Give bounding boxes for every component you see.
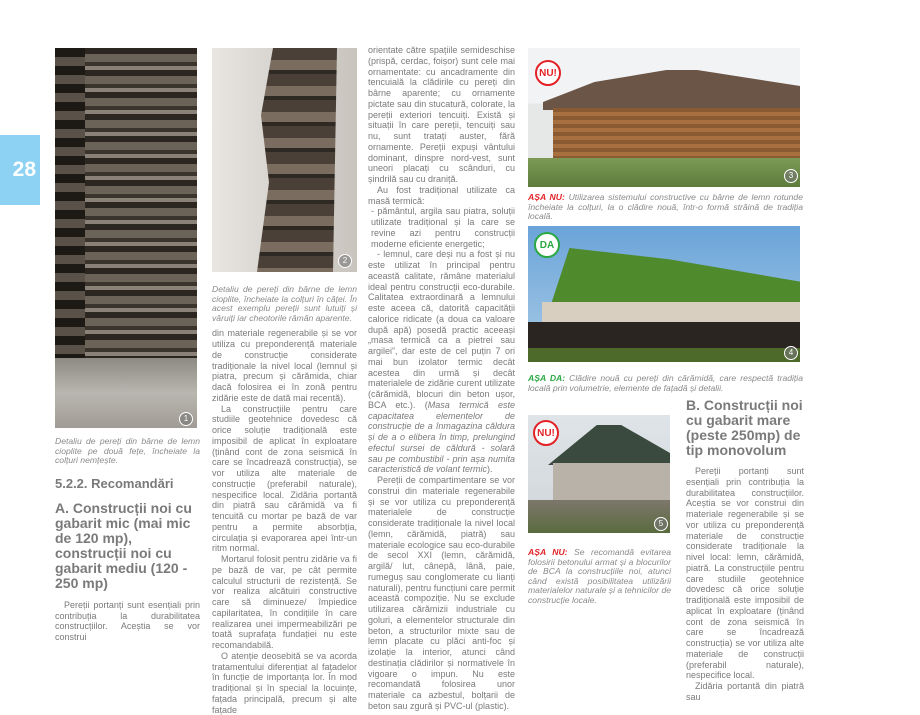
text: ). [487, 464, 493, 475]
text: - lemnul, care deși nu a fost și nu este utilizat în principal pentru această calitate, rămâne materialul ideal pentru construcții eco-durabile. Calitatea extraordinară a lemnului este aceea că, datorită capacității calorice ridicate (a doua ca valoare după apă) posedă practic aceeași „masa termică ca a pietrei sau argilei”, dar este de cel puțin 7 ori mai bun izolator termic decât acestea din urmă și decât materialele de zidărie curent utilizate (cărămidă, blocuri din beton ușor, BCA etc.). ( [368, 249, 515, 410]
col3-text [368, 45, 515, 712]
caption-photo-2: Detaliu de pereți din bârne de lemn cioplite, încheiate la colțuri în căței. În acest exemplu pereții sunt lutuiți și văruiți iar cheotorile rămân aparente. [212, 284, 357, 323]
caption-text: Clădire nouă cu pereți din cărămidă, care respectă tradiția locală prin volumetrie, elemente de fațadă și detalii. [528, 373, 803, 393]
paragraph: Pereții de compartimentare se vor construi din materiale regenerabile și se vor utiliza cu preponderență materialele de construcție considerate tradiționale la nivel local (lemn, cărămidă, piatră) sau materiale ecologice sau eco-durabile de secol XXI (lemn, cărămidă, argilă/ lut, cânepă, lână, paie, rumeguș sau conglomerate cu lianți naturali), pentru funcțiuni care permit această compoziție. Nu se exclude utilizarea cărămizii industriale cu goluri, a elementelor structurale din beton, a structurilor mixte sau de lemn placate cu plăci anti-foc și izolație la interior, atunci când destinația clădirilor și normativele în vigoare o impun. Nu este recomandată folosirea unor materiale ca azbestul, bolțarii de beton sau zgură și PVC-ul (plastic). [368, 475, 515, 711]
page-number: 28 [0, 135, 40, 205]
paragraph: La construcțiile pentru care studiile geotehnice dovedesc că orice soluție tradițională este imposibil de aplicat în exploatare (ținând cont de zona seismică în care se încadrează construcția), se vor utiliza alte materiale de construcție (preferabil naturale), nespecifice local. Zidăria portantă din piatră sau cărămidă va fi tencuită cu mortar pe bază de var pentru a permite absorbția, circulația și evaporarea apei într-un ritm normal. [212, 403, 357, 554]
photo-carved-corner [212, 48, 357, 272]
paragraph: Mortarul folosit pentru zidărie va fi pe bază de var, pe cât permite calculul structurii de rezistență. Se vor realiza alcătuiri constructive care să diminueze/ împiedice capilaritatea, în condițiile în care realizarea unei impermeabilizări pe toată suprafața fundației nu este recomandabilă. [212, 554, 357, 651]
photo-green-roof-building [528, 226, 800, 362]
heading-b: B. Construcții noi cu gabarit mare (peste 250mp) de tip monovolum [686, 397, 803, 458]
col1-text [55, 600, 200, 643]
da-badge: DA [534, 232, 560, 258]
caption-photo-1: Detaliu de pereți din bârne de lemn cioplite pe două fețe, încheiate la colțuri nemțește. [55, 436, 200, 466]
caption-text: Utilizarea sistemului constructive cu bârne de lemn rotunde încheiate la colțuri, la o clădire nouă, într-o formă străină de tradiția locală. [528, 192, 803, 222]
section-title: 5.2.2. Recomandări [55, 475, 174, 491]
caption-photo-3 [528, 193, 803, 222]
photo-number: 5 [654, 517, 668, 531]
col1-flow [55, 437, 205, 643]
paragraph: Pereții portanți sunt esențiali prin contribuția la durabilitatea construcțiilor. Aceștia se vor construi din materiale regenerabile și se vor utiliza cu preponderență materiale de construcție considerate tradiționale la nivel local: lemn, cărămidă, piatră. La construcțiile pentru care studiile geotehnice dovedesc că orice soluție tradițională este imposibil de aplicat în exploatare (ținând cont de zona seismică în care se încadrează construcția) se vor utiliza alte materiale de construcții (preferabil naturale), nespecifice local. [686, 466, 804, 681]
photo-number: 4 [784, 346, 798, 360]
colb-text [686, 466, 804, 703]
nu-label: AȘA NU: [528, 192, 565, 202]
photo-log-house [528, 48, 800, 187]
paragraph: O atenție deosebită se va acorda tratamentului diferențiat al fațadelor în funcție de importanța lor. În mod tradițional și în special la locuințe, fațada principală, precum și alte fațade [212, 650, 357, 715]
photo-concrete-house [528, 415, 670, 533]
photo-number: 3 [784, 169, 798, 183]
col2-text [212, 328, 357, 715]
colb-flow [686, 398, 811, 703]
photo-log-wall-corner [55, 48, 197, 428]
caption-photo-5 [528, 548, 671, 606]
paragraph: orientate către spațiile semideschise (prispă, cerdac, foișor) sunt cele mai ornamentate: cu ancadramente din tencuială la clădirile cu pereți din bârne aparente; cu ornamente pictate sau din stucatură, colorate, la pereții exteriori tencuiți. Există și situații în care pereții, tencuiți sau nu, sunt tratați auster, fără ornamente. Pereții expuși vântului dominant, dinspre nord-vest, sunt uneori placați cu scânduri, cu șindrilă sau cu draniță. [368, 45, 515, 184]
paragraph: Pereții portanți sunt esențiali prin contribuția la durabilitatea construcțiilor. Aceștia se vor construi [55, 599, 200, 643]
nu-label: AȘA NU: [528, 547, 568, 557]
nu-badge: NU! [533, 420, 559, 446]
col2-flow [212, 285, 357, 715]
paragraph [368, 249, 515, 475]
paragraph: Zidăria portantă din piatră sau [686, 681, 804, 702]
caption-text: Se recomandă evitarea folosirii betonului armat și a blocurilor de BCA la construcțiile noi, atunci când există posibilitatea utilizării materialelor naturale și a tehnicilor de construcție locale. [528, 547, 671, 605]
photo-number: 2 [338, 254, 352, 268]
heading-a: A. Construcții noi cu gabarit mic (mai mic de 120 mp), construcții noi cu gabarit mediu (120 - 250 mp) [55, 499, 192, 591]
nu-badge: NU! [535, 60, 561, 86]
paragraph: din materiale regenerabile și se vor utiliza cu preponderență materiale de construcție considerate tradiționale la nivel local (lemnul și piatra, precum și cărămida, chiar dacă folosirea ei în zonă pentru zidărie este de dată mai recentă). [212, 328, 357, 403]
paragraph: Au fost tradițional utilizate ca masă termică: [368, 184, 515, 206]
caption-photo-4 [528, 374, 803, 393]
da-label: AȘA DA: [528, 373, 566, 383]
italic-text: Masa termică este capacitatea elementelor de construcție de a înmagazina căldura și de a o elibera în timp, prelungind efectul sursei de căldură - solară sau pe combustibil - prin așa numita caracteristică de volant termic [368, 399, 516, 475]
paragraph: - pământul, argila sau piatra, soluții utilizate tradițional și la care se revine azi pentru construcții moderne eficiente energetic; [371, 206, 515, 249]
photo-number: 1 [179, 412, 193, 426]
